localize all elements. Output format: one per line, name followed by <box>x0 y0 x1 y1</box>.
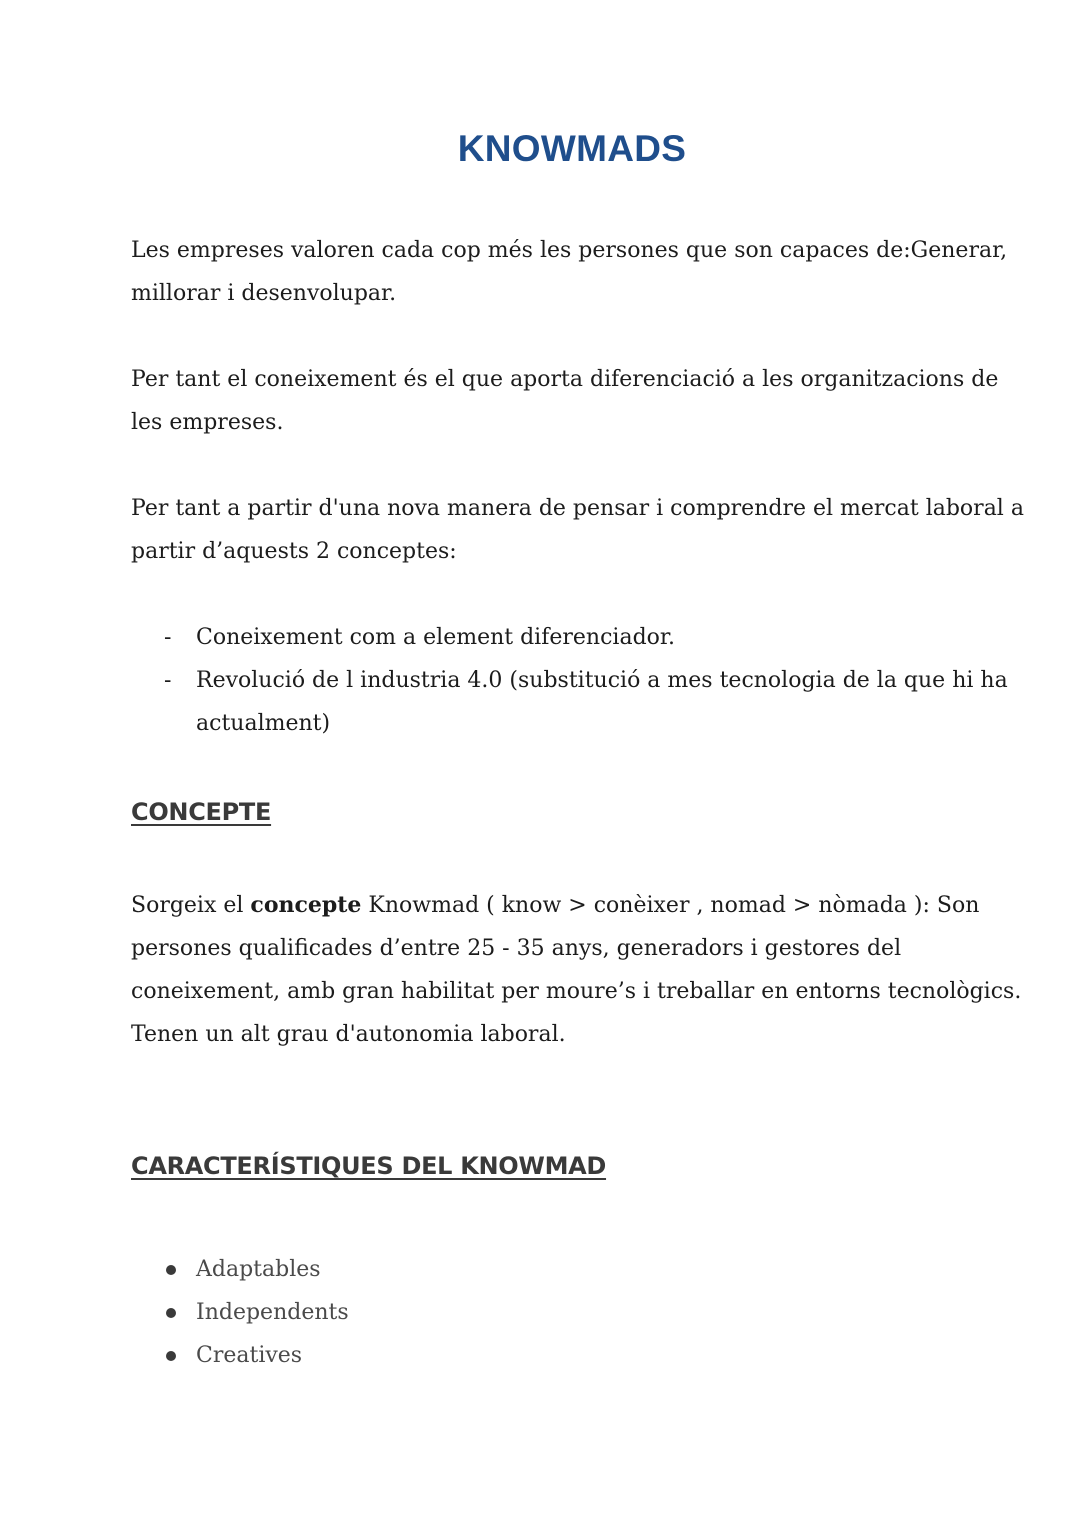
list-item-text: Creatives <box>196 1343 303 1368</box>
list-item <box>131 1248 349 1291</box>
concepts-list <box>131 616 1008 745</box>
caracteristiques-heading: CARACTERÍSTIQUES DEL KNOWMAD <box>131 1152 607 1180</box>
list-item-text: Coneixement com a element diferenciador. <box>196 625 675 650</box>
list-item <box>131 659 1008 745</box>
text-line: Per tant a partir d'una nova manera de pensar i comprendre el mercat laboral a <box>131 496 1024 521</box>
list-item <box>131 616 961 659</box>
text-line: les empreses. <box>131 410 284 435</box>
bullet-icon <box>166 1351 176 1361</box>
text-line: persones qualificades d’entre 25 - 35 anys, generadors i gestores del <box>131 936 902 961</box>
page-title: KNOWMADS <box>457 128 687 169</box>
concepte-heading: CONCEPTE <box>131 798 272 826</box>
bullet-icon <box>166 1265 176 1275</box>
list-item-text: Revolució de l industria 4.0 (substitució a mes tecnologia de la que hi ha <box>196 668 1008 693</box>
intro-paragraph-3 <box>131 487 1024 573</box>
caracteristiques-list <box>131 1248 349 1377</box>
bullet-icon <box>166 1308 176 1318</box>
list-item-text: Adaptables <box>196 1257 321 1282</box>
text-run: Knowmad ( know > conèixer , nomad > nòmada ): Son <box>361 893 980 918</box>
dash-marker: - <box>164 668 172 693</box>
text-run: Sorgeix el <box>131 893 251 918</box>
bold-term: concepte <box>250 892 362 918</box>
intro-paragraph-1 <box>131 229 1008 315</box>
concepte-paragraph <box>131 884 1022 1056</box>
list-item <box>131 1291 349 1334</box>
text-line: Les empreses valoren cada cop més les persones que son capaces de:Generar, <box>131 238 1008 263</box>
dash-marker: - <box>164 625 172 650</box>
list-item-text: actualment) <box>196 711 331 736</box>
list-item <box>131 1334 349 1377</box>
text-line: millorar i desenvolupar. <box>131 281 397 306</box>
list-item-text: Independents <box>196 1300 349 1325</box>
text-line: Per tant el coneixement és el que aporta diferenciació a les organitzacions de <box>131 367 999 392</box>
intro-paragraph-2 <box>131 358 999 444</box>
text-line: partir d’aquests 2 conceptes: <box>131 539 457 564</box>
text-line: Tenen un alt grau d'autonomia laboral. <box>131 1022 566 1047</box>
text-line <box>131 884 980 927</box>
text-line: coneixement, amb gran habilitat per moure’s i treballar en entorns tecnològics. <box>131 979 1022 1004</box>
